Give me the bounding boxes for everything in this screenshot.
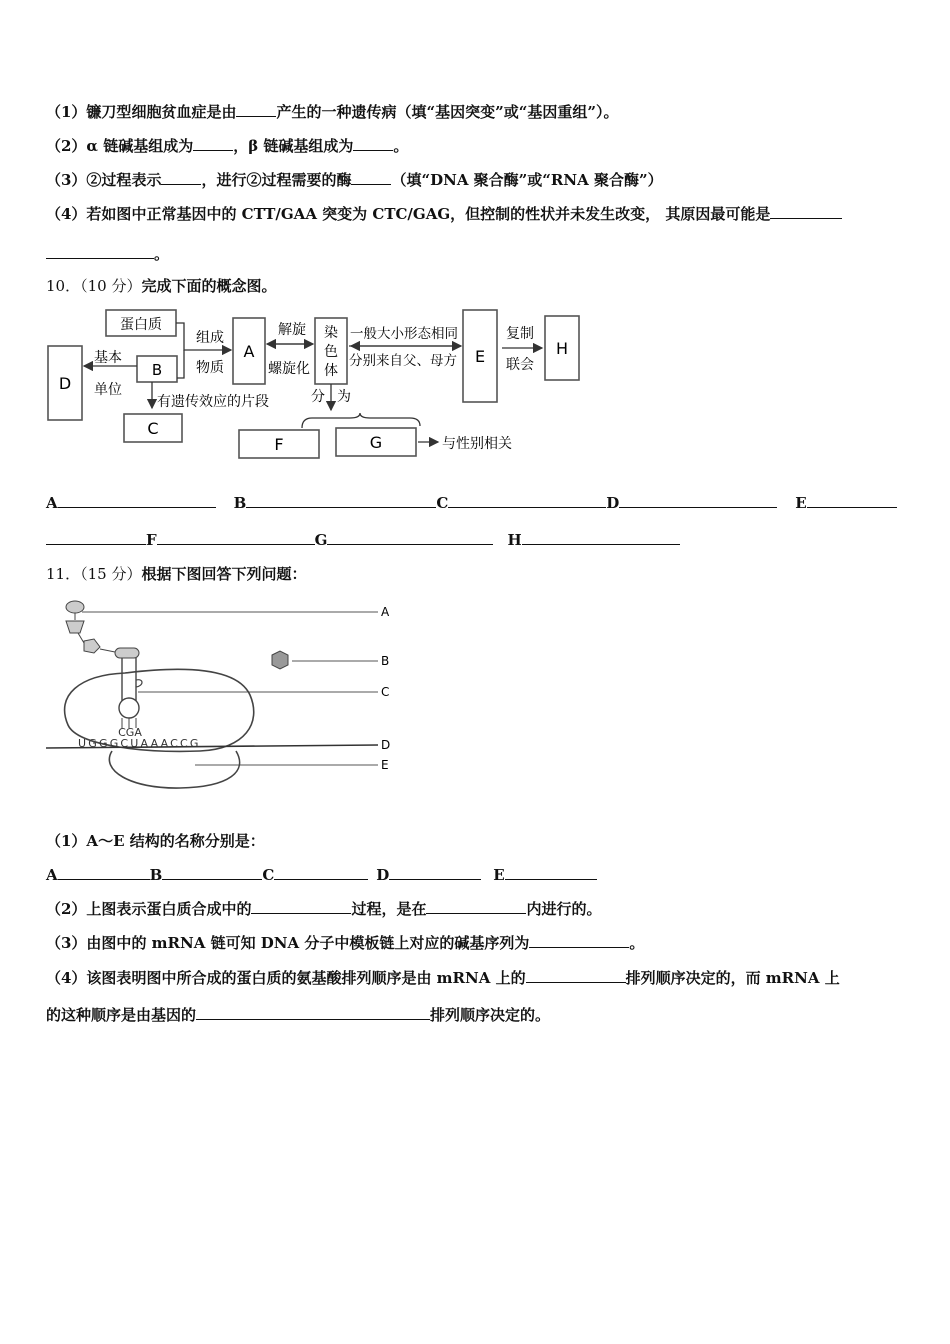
q9-line-5	[46, 244, 169, 264]
trna-anticodon-loop	[119, 698, 139, 718]
q10-answer-blank-e[interactable]	[807, 493, 897, 508]
q10-answer-blank-h[interactable]	[522, 530, 680, 545]
mrna-sequence: UGGGCUAAACCG	[78, 737, 201, 750]
q9-3-blank-enzyme[interactable]	[351, 170, 391, 185]
amino-acid-4	[115, 648, 139, 658]
same-label: 一般大小形态相同	[350, 326, 458, 342]
trna-side-loop	[136, 680, 142, 687]
q11-5-blank[interactable]	[196, 1005, 430, 1020]
q11-line-4	[46, 968, 840, 988]
q11-answer-blank-c[interactable]	[274, 865, 368, 880]
q9-2-text-a: （2）α 链碱基组成为	[46, 137, 194, 155]
q11-2-blank-process[interactable]	[251, 899, 351, 914]
q10-answer-label-f: F	[146, 531, 157, 549]
q11-answers-row	[46, 865, 597, 885]
compose-label-2: 物质	[196, 360, 224, 376]
diagram-label-c: C	[381, 685, 390, 699]
q10-answers-row-2	[46, 530, 680, 550]
q10-answer-blank-b[interactable]	[246, 493, 436, 508]
q11-answer-blank-e[interactable]	[505, 865, 597, 880]
amino-acid-2	[66, 621, 84, 633]
q11-3-blank[interactable]	[529, 933, 629, 948]
q11-answer-label-d: D	[376, 866, 390, 884]
synapse-label: 联会	[506, 357, 534, 373]
free-amino-acid	[272, 651, 288, 669]
compose-bracket	[177, 350, 184, 378]
q10-answer-label-c: C	[436, 494, 449, 512]
q9-1-text-b: 产生的一种遗传病（填“基因突变”或“基因重组”）。	[276, 103, 619, 121]
compose-label-1: 组成	[196, 330, 224, 346]
concept-label-f: F	[274, 435, 284, 454]
q11-5-text-a: 的这种顺序是由基因的	[46, 1006, 197, 1024]
q11-2-blank-location[interactable]	[426, 899, 526, 914]
q11-line-2	[46, 899, 601, 919]
concept-label-c: C	[147, 419, 159, 438]
translation-diagram	[40, 595, 410, 790]
concept-label-d: D	[58, 374, 72, 393]
diagram-label-b: B	[381, 654, 390, 668]
ribosome-small-subunit	[109, 751, 239, 788]
q11-5-text-b: 排列顺序决定的。	[430, 1006, 551, 1024]
concept-label-a: A	[243, 342, 255, 361]
fragment-label: 有遗传效应的片段	[157, 394, 269, 410]
q11-4-blank[interactable]	[526, 968, 626, 983]
peptide-bond-3	[100, 649, 115, 652]
concept-label-b: B	[151, 361, 163, 379]
q11-2-text-b: 过程，是在	[351, 900, 427, 918]
chromosome-char-3: 体	[324, 363, 338, 379]
q9-4-blank-a[interactable]	[770, 204, 842, 219]
q11-4-text-a: （4）该图表明图中所合成的蛋白质的氨基酸排列顺序是由 mRNA 上的	[46, 969, 526, 987]
q11-answer-label-b: B	[149, 866, 163, 884]
q9-line-2	[46, 136, 408, 156]
parents-label: 分别来自父、母方	[349, 353, 457, 369]
sex-label: 与性别相关	[442, 436, 512, 452]
q11-2-text-c: 内进行的。	[526, 900, 602, 918]
q11-4-text-b: 排列顺序决定的，而 mRNA 上	[625, 969, 840, 987]
q11-number: 11．（15 分）	[46, 565, 142, 583]
chromosome-char-2: 色	[324, 344, 338, 360]
q9-2-blank-beta[interactable]	[353, 136, 393, 151]
basic-label-2: 单位	[94, 382, 122, 398]
q10-answer-blank-d[interactable]	[619, 493, 777, 508]
q9-2-text-b: ，β 链碱基组成为	[233, 137, 354, 155]
q9-4-blank-b[interactable]	[46, 244, 154, 259]
q9-line-4	[46, 204, 842, 224]
q10-answer-label-a: A	[46, 494, 58, 512]
q11-answer-blank-b[interactable]	[162, 865, 262, 880]
q11-answer-label-e: E	[493, 866, 505, 884]
concept-label-e: E	[474, 347, 486, 366]
divide-label-2: 为	[337, 389, 351, 405]
copy-label: 复制	[506, 326, 534, 342]
protein-label: 蛋白质	[120, 317, 162, 333]
unwind-label: 解旋	[278, 322, 306, 338]
q9-3-blank-process[interactable]	[161, 170, 201, 185]
q9-3-text-a: （3）②过程表示	[46, 171, 162, 189]
concept-label-h: H	[555, 339, 569, 358]
q10-answers-row-1	[46, 493, 897, 513]
q10-answer-label-d: D	[606, 494, 620, 512]
q9-2-text-c: 。	[393, 137, 409, 155]
q9-3-text-c: （填“DNA 聚合酶”或“RNA 聚合酶”）	[391, 171, 663, 189]
q10-answer-blank-a[interactable]	[58, 493, 216, 508]
anticodon-text: CGA	[118, 726, 142, 739]
amino-acid-1	[66, 601, 84, 613]
q9-2-blank-alpha[interactable]	[193, 136, 233, 151]
q10-answer-blank-e-cont[interactable]	[46, 530, 146, 545]
q11-3-text-a: （3）由图中的 mRNA 链可知 DNA 分子中模板链上对应的碱基序列为	[46, 934, 530, 952]
q10-answer-label-b: B	[233, 494, 247, 512]
q10-answer-label-e: E	[795, 494, 807, 512]
q11-line-3	[46, 933, 644, 953]
amino-acid-3	[84, 639, 100, 653]
q11-title: 根据下图回答下列问题：	[141, 565, 307, 583]
q11-3-text-b: 。	[629, 934, 645, 952]
q11-heading	[46, 564, 306, 584]
q11-line-5	[46, 1005, 550, 1025]
q11-answer-label-a: A	[46, 866, 58, 884]
q9-1-blank[interactable]	[236, 102, 276, 117]
q10-answer-blank-f[interactable]	[157, 530, 315, 545]
concept-map	[40, 300, 600, 465]
q11-line-1	[46, 831, 265, 851]
q11-2-text-a: （2）上图表示蛋白质合成中的	[46, 900, 252, 918]
divide-label-1: 分	[311, 389, 325, 405]
q9-1-text-a: （1）镰刀型细胞贫血症是由	[46, 103, 237, 121]
q10-heading	[46, 276, 276, 296]
q10-answer-blank-g[interactable]	[327, 530, 493, 545]
diagram-label-e: E	[381, 758, 389, 772]
q11-answer-blank-d[interactable]	[389, 865, 481, 880]
q9-4-end: 。	[154, 245, 170, 263]
chromosome-char-1: 染	[324, 325, 338, 341]
q10-title: 完成下面的概念图。	[141, 277, 277, 295]
q11-answer-blank-a[interactable]	[58, 865, 150, 880]
trna-stem	[122, 658, 136, 703]
q10-answer-label-h: H	[507, 531, 522, 549]
q9-line-3	[46, 170, 663, 190]
peptide-bond-2	[78, 633, 84, 643]
q10-answer-blank-c[interactable]	[448, 493, 606, 508]
spiral-label: 螺旋化	[268, 361, 310, 377]
diagram-label-d: D	[381, 738, 391, 752]
diagram-label-a: A	[381, 605, 390, 619]
concept-label-g: G	[369, 433, 383, 452]
q10-number: 10．（10 分）	[46, 277, 142, 295]
basic-label-1: 基本	[94, 350, 122, 366]
q9-3-text-b: ，进行②过程需要的酶	[201, 171, 352, 189]
q9-4-text-a: （4）若如图中正常基因中的 CTT/GAA 突变为 CTC/GAG，但控制的性状并未发生改变， 其原因最可能是	[46, 205, 771, 223]
q11-answer-label-c: C	[262, 866, 275, 884]
q9-line-1	[46, 102, 618, 122]
q11-1-text: （1）A～E 结构的名称分别是：	[46, 832, 265, 850]
divide-brace	[302, 413, 420, 428]
q10-answer-label-g: G	[314, 531, 328, 549]
